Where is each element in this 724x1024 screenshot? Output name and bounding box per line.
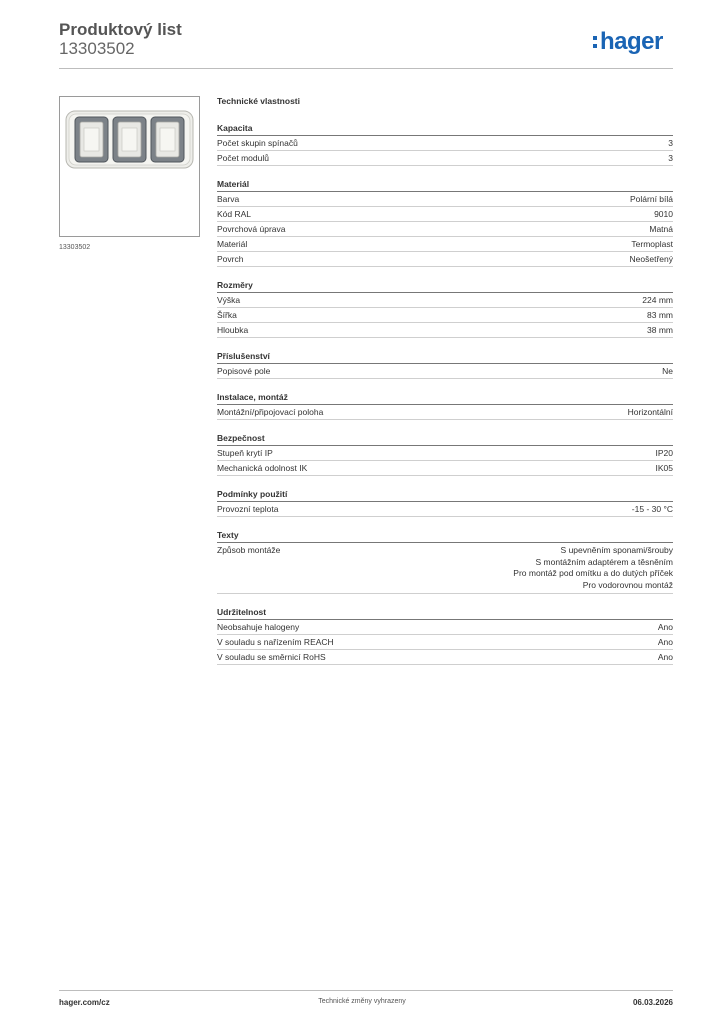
spec-label: Mechanická odolnost IK: [217, 463, 308, 473]
spec-label: Neobsahuje halogeny: [217, 622, 300, 632]
spec-value: Polární bílá: [630, 194, 673, 204]
spec-row: [217, 405, 673, 420]
section-bezpecnost: [217, 433, 673, 476]
spec-label: Počet modulů: [217, 153, 269, 163]
spec-label: Počet skupin spínačů: [217, 138, 298, 148]
spec-row: [217, 323, 673, 338]
footer-date: 06.03.2026: [632, 998, 673, 1007]
section-title: Příslušenství: [217, 351, 673, 364]
section-prislusenstvi: [217, 351, 673, 379]
spec-value: 9010: [654, 209, 673, 219]
section-podminky-pouziti: [217, 489, 673, 517]
spec-row: [217, 252, 673, 267]
spec-value: [513, 545, 673, 591]
spec-value: Ano: [657, 622, 673, 632]
spec-value: 38 mm: [647, 325, 673, 335]
spec-value: 83 mm: [647, 310, 673, 320]
spec-row: [217, 364, 673, 379]
spec-label: V souladu se směrnicí RoHS: [217, 652, 326, 662]
section-title: Instalace, montáž: [217, 392, 673, 405]
page-title: Produktový list: [59, 20, 182, 39]
specs-title: Technické vlastnosti: [217, 96, 300, 106]
section-texty: [217, 530, 673, 594]
spec-row: [217, 237, 673, 252]
spec-value: Termoplast: [631, 239, 673, 249]
spec-value: 3: [668, 153, 673, 163]
product-image: [59, 96, 200, 237]
spec-value: IP20: [655, 448, 673, 458]
spec-label: Materiál: [217, 239, 248, 249]
spec-row: [217, 620, 673, 635]
footer-divider: [59, 990, 673, 991]
spec-label: Výška: [217, 295, 241, 305]
section-title: Udržitelnost: [217, 607, 673, 620]
spec-label: Popisové pole: [217, 366, 271, 376]
spec-row: [217, 543, 673, 594]
footer-website-link[interactable]: hager.com/cz: [59, 998, 110, 1007]
spec-label: Povrch: [217, 254, 244, 264]
spec-value: Matná: [649, 224, 673, 234]
spec-label: Hloubka: [217, 325, 249, 335]
spec-label: Stupeň krytí IP: [217, 448, 273, 458]
spec-value: 3: [668, 138, 673, 148]
spec-label: Šířka: [217, 310, 237, 320]
spec-value-line: S upevněním sponami/šrouby: [560, 545, 673, 555]
section-title: Kapacita: [217, 123, 673, 136]
image-caption: 13303502: [59, 244, 91, 251]
spec-label: Kód RAL: [217, 209, 252, 219]
spec-value: Ano: [657, 652, 673, 662]
section-title: Texty: [217, 530, 673, 543]
section-kapacita: [217, 123, 673, 166]
spec-value: Ne: [662, 366, 673, 376]
logo-dots-icon: [593, 36, 597, 48]
section-title: Rozměry: [217, 280, 673, 293]
spec-label: Barva: [217, 194, 240, 204]
section-udrzitelnost: [217, 607, 673, 665]
product-code: 13303502: [59, 39, 135, 58]
spec-row: [217, 308, 673, 323]
spec-row: [217, 207, 673, 222]
hager-logo: [593, 28, 663, 56]
spec-label: Způsob montáže: [217, 545, 281, 555]
spec-row: [217, 461, 673, 476]
spec-label: Povrchová úprava: [217, 224, 286, 234]
spec-row: [217, 192, 673, 207]
logo-text: hager: [600, 28, 663, 55]
spec-value: Horizontální: [627, 407, 673, 417]
section-instalace: [217, 392, 673, 420]
spec-row: [217, 446, 673, 461]
spec-label: Provozní teplota: [217, 504, 279, 514]
spec-value: -15 - 30 °C: [631, 504, 673, 514]
spec-row: [217, 635, 673, 650]
section-title: Bezpečnost: [217, 433, 673, 446]
spec-value: Ano: [657, 637, 673, 647]
spec-row: [217, 650, 673, 665]
spec-row: [217, 151, 673, 166]
section-material: [217, 179, 673, 267]
spec-row: [217, 502, 673, 517]
spec-value: Neošetřený: [629, 254, 673, 264]
spec-value-line: Pro vodorovnou montáž: [582, 579, 673, 590]
section-title: Materiál: [217, 179, 673, 192]
triple-frame-icon: [60, 97, 199, 236]
technical-specs: [217, 95, 673, 678]
spec-label: Montážní/připojovací poloha: [217, 407, 324, 417]
section-rozmery: [217, 280, 673, 338]
section-title: Podmínky použití: [217, 489, 673, 502]
spec-row: [217, 222, 673, 237]
spec-value-line: S montážním adaptérem a těsněním: [535, 556, 673, 567]
spec-value: 224 mm: [642, 295, 673, 305]
spec-value-line: Pro montáž pod omítku a do dutých příček: [513, 568, 673, 578]
spec-label: V souladu s nařízením REACH: [217, 637, 334, 647]
spec-value: IK05: [655, 463, 673, 473]
header-divider: [59, 68, 673, 69]
spec-row: [217, 136, 673, 151]
footer-notice: Technické změny vyhrazeny: [318, 998, 406, 1005]
spec-row: [217, 293, 673, 308]
